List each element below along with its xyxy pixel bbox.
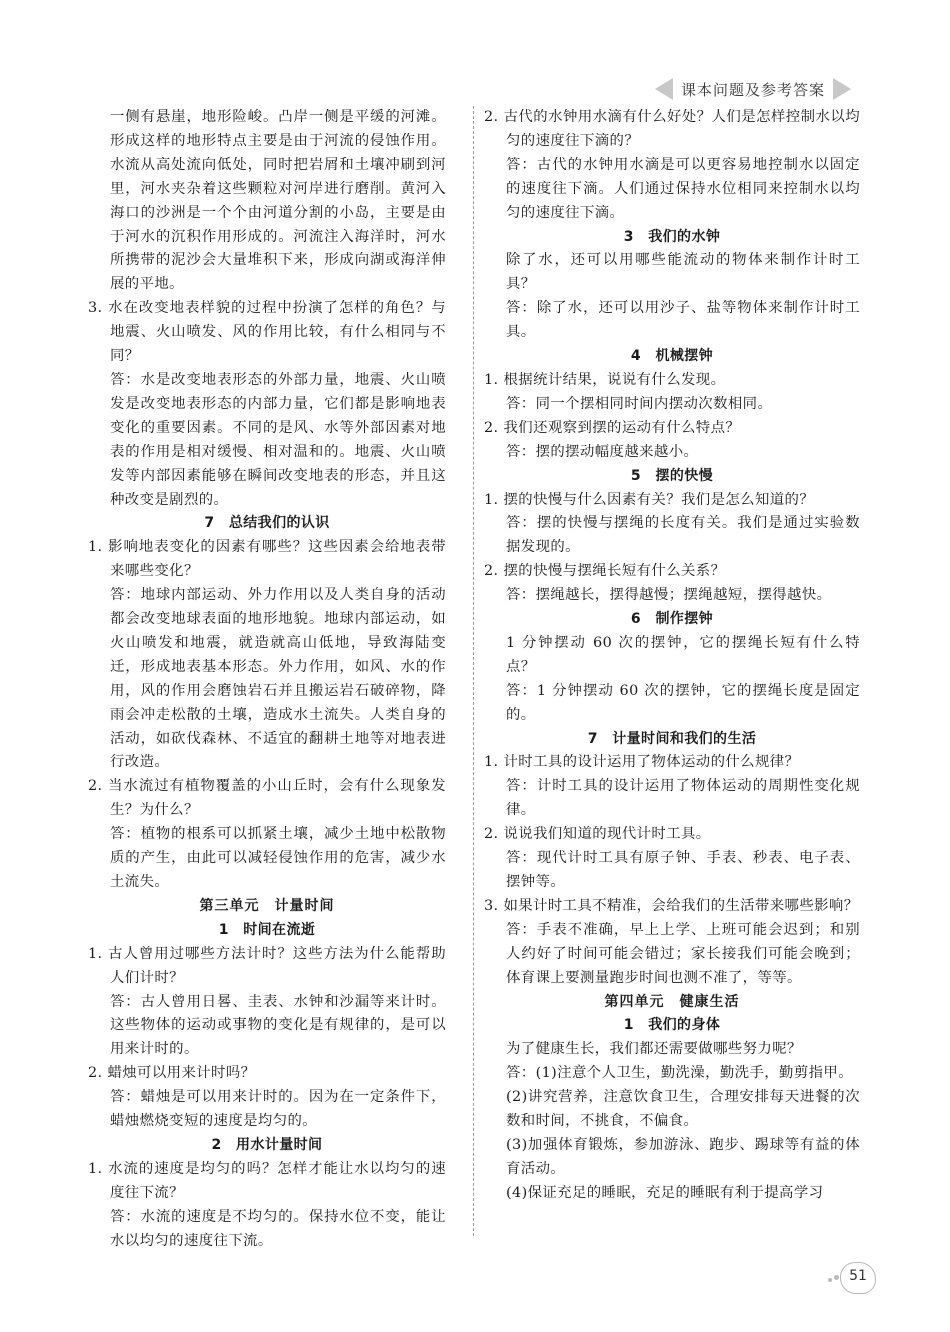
- answer: (2)讲究营养，注意饮食卫生，合理安排每天进餐的次数和时间，不挑食，不偏食。: [506, 1089, 860, 1130]
- section-heading: 3 我们的水钟: [623, 228, 721, 245]
- answer: 答：摆的摆动幅度越来越小。: [506, 443, 699, 460]
- unit-heading: 第四单元 健康生活: [604, 993, 740, 1010]
- answer: 答：(1)注意个人卫生，勤洗澡，勤洗手，勤剪指甲。: [506, 1065, 853, 1082]
- question: 2. 蜡烛可以用来计时吗？: [88, 1065, 256, 1082]
- header-title: 课本问题及参考答案: [680, 80, 825, 99]
- triangle-right-icon: [833, 78, 851, 100]
- answer: 答：同一个摆相同时间内摆动次数相同。: [506, 395, 773, 412]
- question: 2. 我们还观察到摆的运动有什么特点？: [484, 419, 741, 436]
- dot-icon: [834, 1275, 839, 1280]
- section-heading: 1 我们的身体: [623, 1017, 721, 1034]
- answer: 答：蜡烛是可以用来计时的。因为在一定条件下，蜡烛燃烧变短的速度是均匀的。: [110, 1089, 446, 1130]
- answer: 答：古代的水钟用水滴是可以更容易地控制水以固定的速度往下滴。人们通过保持水位相同来控制水以均匀的速度往下滴。: [506, 156, 860, 221]
- right-column: [484, 106, 860, 1206]
- section-heading: 6 制作摆钟: [630, 611, 714, 628]
- answer: 答：水流的速度是不均匀的。保持水位不变，能让水以均匀的速度往下流。: [110, 1208, 446, 1249]
- paragraph: 一侧有悬崖，地形险峻。凸岸一侧是平缓的河滩。形成这样的地形特点主要是由于河流的侵蚀作用。水流从高处流向低处，同时把岩屑和土壤冲刷到河里，河水夹杂着这些颗粒对河岸进行磨削。黄河入海口的沙洲是一个个由河道分割的小岛，主要是由于河水的沉积作用形成的。河流注入海洋时，河水所携带的泥沙会大量堆积下来，形成向湖或海洋伸展的平地。: [110, 109, 446, 293]
- question: 2. 当水流过有植物覆盖的小山丘时，会有什么现象发生？为什么？: [88, 778, 446, 819]
- section-heading: 4 机械摆钟: [630, 348, 714, 365]
- answer: 答：摆的快慢与摆绳的长度有关。我们是通过实验数据发现的。: [506, 515, 860, 556]
- section-heading: 2 用水计量时间: [211, 1136, 323, 1153]
- triangle-left-icon: [655, 78, 673, 100]
- answer: 答：摆绳越长，摆得越慢；摆绳越短，摆得越快。: [506, 587, 832, 604]
- question: 3. 水在改变地表样貌的过程中扮演了怎样的角色？与地震、火山喷发、风的作用比较，有什么相同与不同？: [88, 300, 446, 365]
- answer: (4)保证充足的睡眠，充足的睡眠有利于提高学习: [506, 1184, 824, 1201]
- answer: (3)加强体育锻炼，参加游泳、跑步、踢球等有益的体育活动。: [506, 1136, 860, 1177]
- section-heading: 5 摆的快慢: [630, 467, 714, 484]
- unit-heading: 第三单元 计量时间: [199, 897, 335, 914]
- answer: 答：水是改变地表形态的外部力量，地震、火山喷发是改变地表形态的内部力量，它们都是影响地表变化的重要因素。不同的是风、水等外部因素对地表的作用是相对缓慢、相对温和的。地震、火山喷发等内部因素能够在瞬间改变地表的形态，并且这种改变是剧烈的。: [110, 371, 446, 508]
- answer: 答：地球内部运动、外力作用以及人类自身的活动都会改变地球表面的地形地貌。地球内部运动，如火山喷发和地震，就造就高山低地，导致海陆变迁，形成地表基本形态。外力作用，如风、水的作用，风的作用会磨蚀岩石并且搬运岩石破碎物，降雨会冲走松散的土壤，造成水土流失。人类自身的活动，如砍伐森林、不适宜的翻耕土地等对地表进行改造。: [110, 587, 446, 771]
- question: 1. 水流的速度是均匀的吗？怎样才能让水以均匀的速度往下流？: [88, 1160, 446, 1201]
- question: 1. 影响地表变化的因素有哪些？这些因素会给地表带来哪些变化？: [88, 539, 446, 580]
- answer: 答：植物的根系可以抓紧土壤，减少土地中松散物质的产生，由此可以减轻侵蚀作用的危害，减少水土流失。: [110, 826, 446, 890]
- question: 1. 摆的快慢与什么因素有关？我们是怎么知道的？: [484, 491, 815, 508]
- answer: 答：手表不准确，早上上学、上班可能会迟到；和别人约好了时间可能会错过；家长接我们可能会晚到；体育课上要测量跑步时间也测不准了，等等。: [506, 921, 860, 986]
- question: 1. 计时工具的设计运用了物体运动的什么规律？: [484, 754, 800, 771]
- answer: 答：现代计时工具有原子钟、手表、秒表、电子表、摆钟等。: [506, 850, 860, 890]
- section-heading: 7 计量时间和我们的生活: [587, 730, 757, 747]
- question: 2. 古代的水钟用水滴有什么好处？人们是怎样控制水以均匀的速度往下滴的？: [484, 109, 860, 149]
- section-heading: 7 总结我们的认识: [204, 515, 330, 532]
- dot-icon: [828, 1278, 832, 1282]
- answer: 答：计时工具的设计运用了物体运动的周期性变化规律。: [506, 778, 860, 819]
- question: 除了水，还可以用哪些能流动的物体来制作计时工具？: [506, 252, 860, 293]
- answer: 答：古人曾用日晷、圭表、水钟和沙漏等来计时。这些物体的运动或事物的变化是有规律的，是可以用来计时的。: [110, 993, 446, 1058]
- page-number-badge: [826, 1262, 876, 1302]
- section-heading: 1 时间在流逝: [218, 921, 316, 938]
- question: 3. 如果计时工具不精准，会给我们的生活带来哪些影响？: [484, 897, 859, 914]
- page-number: 51: [849, 1268, 867, 1284]
- running-header: [646, 74, 860, 104]
- answer: 答：1 分钟摆动 60 次的摆钟，它的摆绳长度是固定的。: [506, 682, 860, 723]
- question: 2. 摆的快慢与摆绳长短有什么关系？: [484, 563, 726, 580]
- answer: 答：除了水，还可以用沙子、盐等物体来制作计时工具。: [506, 300, 860, 341]
- column-divider: [473, 106, 474, 1236]
- question: 1. 古人曾用过哪些方法计时？这些方法为什么能帮助人们计时？: [88, 945, 446, 986]
- question: 1 分钟摆动 60 次的摆钟，它的摆绳长短有什么特点？: [506, 634, 860, 675]
- left-column: [88, 106, 446, 1254]
- question: 2. 说说我们知道的现代计时工具。: [484, 826, 711, 843]
- question: 1. 根据统计结果，说说有什么发现。: [484, 371, 726, 388]
- question: 为了健康生长，我们都还需要做哪些努力呢？: [506, 1041, 802, 1058]
